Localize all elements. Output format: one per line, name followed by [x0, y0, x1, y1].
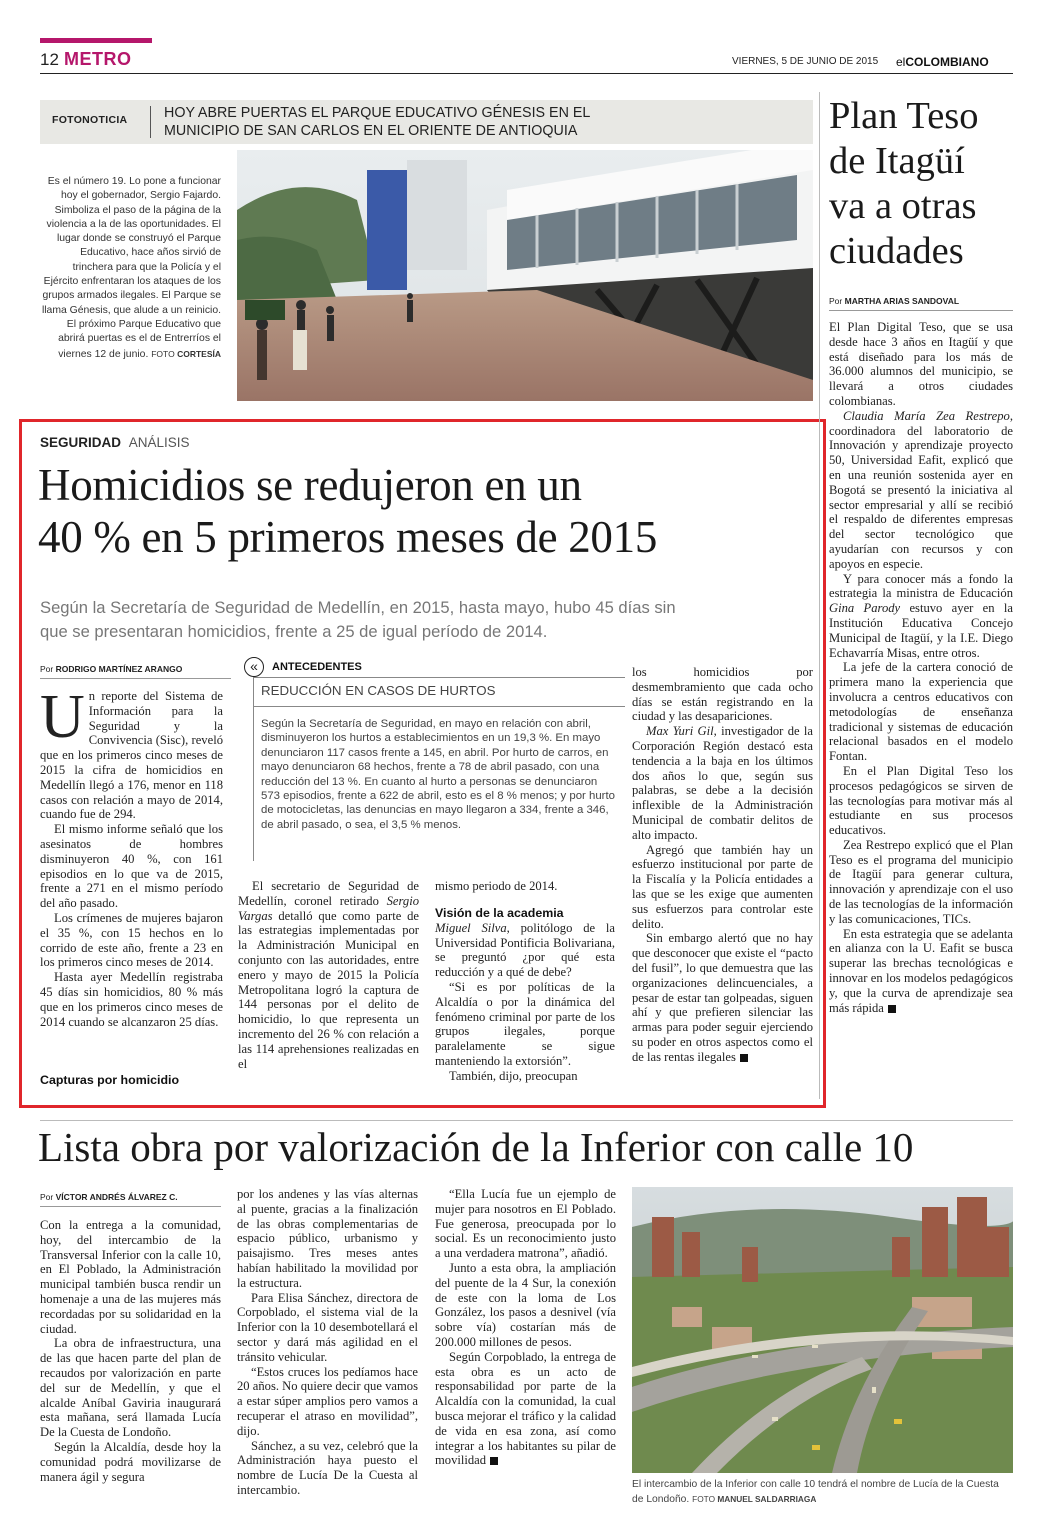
header-accent-bar: [40, 38, 152, 43]
main-col-4: [632, 665, 813, 1065]
bottom-col3-p1: “Ella Lucía fue un ejemplo de mujer para nosotros en El Poblado. Fue generosa, preocupada por lo social. Es un reconocimiento justo a una verdadera matrona”, añadió.: [435, 1187, 616, 1261]
fotonoticia-credit: [151, 349, 221, 359]
antecedentes-title-rule: [253, 706, 625, 707]
main-headline-line-1: Homicidios se redujeron en un: [38, 460, 582, 510]
main-col3-p2-text: , politólogo de la Universidad Pontificia Bolivariana, se preguntó ¿por qué esta reducción y a qué de debe?: [435, 920, 615, 980]
bottom-col3-p2: Junto a esta obra, la ampliación del puente de la 4 Sur, la conexión de este con la loma de Los González, los pasos a desnivel (vía sobre vía) costarían más de 200.000 millones de pesos.: [435, 1260, 616, 1349]
byline-name: VÍCTOR ANDRÉS ÁLVAREZ C.: [55, 1192, 178, 1202]
sidebar-p3-a: Y para conocer más a fondo la estrategia la ministra de Educación: [829, 571, 1013, 601]
bottom-col1-p1: Con la entrega a la comunidad, hoy, del intercambio de la Transversal Inferior con la calle 10, en El Poblado, la Administración municipal también busca rendir un homenaje a una de las mujeres más recordadas por su solidaridad en la ciudad.: [40, 1218, 221, 1336]
sidebar-headline-line-3: va a otras: [829, 185, 977, 227]
brand-prefix: el: [896, 55, 906, 69]
main-col4-p4-text: Sin embargo alertó que no hay que desconocer que existe el “pacto del fusil”, lo que demuestra que las organizaciones delincuenciales, a pesar de estar tan golpeadas, siguen ahí y que prefieren silenciar las armas para poder seguir ejerciendo su poder en otros aspectos como el de las rentas ilegales: [632, 931, 813, 1064]
parque-genesis-illustration: [237, 150, 813, 401]
byline-prefix: Por: [40, 1192, 54, 1202]
bottom-col2-p2: Para Elisa Sánchez, directora de Corpoblado, el sistema vial de la Inferior con la 10 desembotellará el sector y dará más agilidad en el tránsito vehicular.: [237, 1290, 418, 1364]
sidebar-byline: [829, 296, 959, 306]
byline-prefix: Por: [40, 664, 54, 674]
antecedentes-rule: [253, 677, 625, 678]
sidebar-divider: [819, 92, 820, 1099]
fotonoticia-label: FOTONOTICIA: [52, 114, 128, 126]
main-col-3: [435, 879, 615, 1084]
main-col3-p2-name: Miguel Silva: [435, 920, 507, 935]
main-col1-p1-text: n reporte del Sistema de Información para la Seguridad y la Convivencia (Sisc), reveló que en los primeros cinco meses de 2015 la cifra de homicidios en Medellín llegó a 176, menor en 118 casos con relación a mayo de 2014, cuando fue de 294.: [40, 689, 223, 822]
bottom-headline: Lista obra por valorización de la Inferior con calle 10: [38, 1124, 914, 1170]
parque-genesis-photo: [237, 150, 813, 401]
main-col2-p1-name: Sergio Vargas: [238, 893, 419, 923]
main-col1-p1: [40, 683, 223, 822]
sidebar-p2: [829, 409, 1013, 572]
main-byline-rule: [40, 678, 231, 679]
header-rule: [40, 73, 1013, 74]
byline-name: RODRIGO MARTÍNEZ ARANGO: [55, 664, 183, 674]
bottom-col-2: [237, 1187, 418, 1498]
sidebar-headline-line-4: ciudades: [829, 230, 964, 272]
main-headline: [38, 459, 657, 563]
antecedentes-icon: «: [244, 657, 264, 677]
fotonoticia-headline-line-2: MUNICIPIO DE SAN CARLOS EN EL ORIENTE DE ANTIOQUIA: [164, 123, 578, 139]
bottom-col2-p3: “Estos cruces los pedíamos hace 20 años. No quiere decir que vamos a estar súper amplios pero vamos a recuperar el atraso en movilidad”, dijo.: [237, 1364, 418, 1438]
sidebar-p7: [829, 927, 1013, 1016]
main-col-2: [238, 879, 419, 1071]
sidebar-headline-line-2: de Itagüí: [829, 140, 965, 182]
main-byline: [40, 664, 182, 674]
antecedentes-label: ANTECEDENTES: [272, 661, 362, 673]
sidebar-p2-text: , coordinadora del laboratorio de Innovación y aprendizaje proyecto 50, Universidad Eafit, explicó que en una reunión sostenida ayer en Bogotá se presentó la iniciativa al sector empresarial y allí se recibió el respaldo de diferentes empresas del sector tecnológico que ayudarían con recursos y con apoyos en especie.: [829, 408, 1013, 571]
main-deck-line-1: Según la Secretaría de Seguridad de Medellín, en 2015, hasta mayo, hubo 45 días sin: [40, 598, 676, 617]
bottom-col-3: [435, 1187, 616, 1468]
intercambio-illustration: [632, 1187, 1013, 1473]
kicker-section: SEGURIDAD: [40, 435, 122, 450]
sidebar-p3: [829, 572, 1013, 661]
main-col2-p1-b: detalló que como parte de las estrategias implementadas por la Administración Municipal en conjunto con las autoridades, entre enero y mayo de 2015 la Policía Metropolitana logró la captura de 144 personas por el delito de homicidio, lo que representa un incremento del 26 % con relación a las 114 aprehensiones realizadas en el: [238, 908, 419, 1071]
antecedentes-title: REDUCCIÓN EN CASOS DE HURTOS: [261, 683, 496, 698]
main-col2-p1: [238, 879, 419, 1071]
end-mark-icon: [740, 1054, 748, 1062]
credit-name: CORTESÍA: [177, 348, 221, 359]
antecedentes-border: [253, 677, 254, 861]
sidebar-p6: Zea Restrepo explicó que el Plan Teso es el programa del municipio de Itagüí para generar cultura, innovación y aprendizaje con el uso de las tecnologías de la información y las comunicaciones, TICs.: [829, 837, 1013, 926]
intercambio-caption-text: El intercambio de la Inferior con calle 10 tendrá el nombre de Lucía de la Cuesta de Londoño.: [632, 1479, 999, 1505]
main-kicker: [40, 435, 190, 450]
main-headline-line-2: 40 % en 5 primeros meses de 2015: [38, 512, 658, 562]
main-col4-p4: [632, 931, 813, 1064]
bottom-byline-rule: [40, 1206, 221, 1207]
bottom-col3-p3-text: Según Corpoblado, la entrega de esta obra es un acto de responsabilidad por parte de la Alcaldía con la comunidad, la cual busca mejorar el tráfico y la calidad de vida en esa zona, así como integrar a los habitantes su pilar de movilidad: [435, 1349, 616, 1468]
sidebar-p2-name: Claudia María Zea Restrepo: [843, 408, 1010, 423]
sidebar-p7-text: En esta estrategia que se adelanta en alianza con la U. Eafit se busca superar las brechas tecnológicas e innovar en los modelos pedagógicos y, que la curva de aprendizaje sea más rápida: [829, 926, 1013, 1015]
main-col4-p2-name: Max Yuri Gil: [646, 724, 714, 739]
main-col2-p1-a: El secretario de Seguridad de Medellín, coronel retirado: [238, 879, 419, 908]
bottom-byline: [40, 1192, 178, 1202]
main-col3-p4: También, dijo, preocupan: [449, 1068, 578, 1083]
main-col1-p3: Los crímenes de mujeres bajaron el 35 %, con 15 hechos en lo corrido de este año, frente a 23 en los primeros cinco meses de 2014.: [40, 910, 223, 970]
main-col1-p4: Hasta ayer Medellín registraba 45 días sin homicidios, 80 % más que en los primeros cinco meses de 2014 cuando se alcanzaron 25 días.: [40, 970, 223, 1029]
main-col3-p3: “Si es por políticas de la Alcaldía o por la dinámica del fenómeno criminal por parte de los grupos ilegales, porque paralelamente se sigue manteniendo la extorsión”.: [435, 979, 615, 1068]
credit-prefix: FOTO: [692, 1494, 716, 1504]
sidebar-byline-rule: [829, 310, 1013, 311]
main-deck-line-2: que se presentaran homicidios, frente a 25 de igual período de 2014.: [40, 622, 548, 641]
main-col4-p2-text: , investigador de la Corporación Región destacó esta tendencia a la baja en los últimos dos años lo que, según sus palabras, se debe a la decisión inflexible de la Administración Municipal de combatir delitos de alto impacto.: [632, 724, 813, 842]
fotonoticia-headline-line-1: HOY ABRE PUERTAS EL PARQUE EDUCATIVO GÉNESIS EN EL: [164, 105, 591, 121]
main-col4-p3: Agregó que también hay un esfuerzo institucional por parte de la Fiscalía y la Policía entidades a las que se les exige que aumenten sus esfuerzos para controlar este delito.: [632, 842, 813, 931]
bottom-section-rule: [40, 1120, 1013, 1121]
bottom-col1-p3: Según la Alcaldía, desde hoy la comunidad podrá movilizarse de manera ágil y segura: [40, 1439, 221, 1484]
main-deck: [40, 596, 676, 644]
bottom-col2-p1: por los andenes y las vías alternas al puente, gracias a la finalización de las obras complementarias de espacio público, urbanismo y paisajismo. Tres meses antes habían habilitado la movilidad por la estructura.: [237, 1187, 418, 1290]
bottom-col2-p4: Sánchez, a su vez, celebró que la Administración haya puesto el nombre de Lucía De la Cuesta al intercambio.: [237, 1438, 418, 1497]
brand-name: COLOMBIANO: [905, 55, 989, 69]
main-col3-p2: [435, 921, 615, 980]
main-col1-subhead: Capturas por homicidio: [40, 1073, 180, 1087]
dropcap: U: [40, 683, 85, 751]
sidebar-headline: [829, 94, 979, 274]
intercambio-photo: [632, 1187, 1013, 1473]
sidebar-p5: En el Plan Digital Teso los procesos pedagógicos se sirven de las tecnologías para motivar más al estudiante en sus procesos educativos.: [829, 763, 1013, 838]
main-col-1: [40, 683, 223, 1029]
fotonoticia-divider: [150, 106, 151, 138]
kicker-type: ANÁLISIS: [128, 435, 190, 450]
credit-prefix: FOTO: [151, 348, 175, 359]
header-date: VIERNES, 5 DE JUNIO DE 2015: [732, 56, 879, 67]
sidebar-body: [829, 320, 1013, 1015]
intercambio-credit: [692, 1494, 816, 1504]
section-name: METRO: [64, 49, 132, 69]
brand-logo: [896, 55, 989, 69]
sidebar-p3-name: Gina Parody: [829, 601, 901, 616]
sidebar-headline-line-1: Plan Teso: [829, 95, 979, 137]
bottom-col1-p2: La obra de infraestructura, una de las que hacen parte del plan de recaudos por valorización en parte del sur de Medellín, y que el alcalde Aníbal Gaviria inaugurará esta mañana, será llamada Lucía De la Cuesta de Londoño.: [40, 1336, 221, 1440]
credit-name: MANUEL SALDARRIAGA: [717, 1494, 817, 1504]
fotonoticia-caption-text: Es el número 19. Lo pone a funcionar hoy el gobernador, Sergio Fajardo. Simboliza el paso de la página de la violencia a la de las oportunidades. El lugar donde se construyó el Parque Educativo, hace años sirvió de trinchera para que la Policía y el Ejército enfrentaran los ataques de los grupos armados ilegales. El Parque se llama Génesis, que alude a un reinicio. El próximo Parque Educativo que abrirá puertas es el de Entrerríos el viernes 12 de junio.: [41, 176, 221, 360]
byline-prefix: Por: [829, 296, 843, 306]
sidebar-p4: La jefe de la cartera conoció de primera mano la experiencia que involucra a centros educativos con metodologías de enseñanza tradicional y sistemas de educación relacional basados en el modelo Fontan.: [829, 660, 1013, 764]
fotonoticia-caption: [40, 175, 221, 362]
byline-name: MARTHA ARIAS SANDOVAL: [844, 296, 960, 306]
main-col4-p2: [632, 724, 813, 842]
main-col1-p2: El mismo informe señaló que los asesinatos de hombres disminuyeron 40 %, con 161 episodios en lo que va de 2015, frente a 271 en el mismo período del año pasado.: [40, 822, 223, 911]
fotonoticia-headline: [164, 104, 590, 140]
main-col3-subhead: Visión de la academia: [435, 905, 564, 920]
page-number: 12: [40, 50, 59, 69]
sidebar-p1: El Plan Digital Teso, que se usa desde hace 3 años en Itagüí y que está diseñado para los más de 36.000 alumnos del municipio, se llevará a otros ciudades colombianas.: [829, 320, 1013, 408]
bottom-col3-p3: [435, 1350, 616, 1468]
sidebar-p3-b: estuvo ayer en la Institución Educativa Concejo Municipal de Itagüí, y la I.E. Diego Echavarría Misas, entre otros.: [829, 601, 1013, 660]
end-mark-icon: [888, 1005, 896, 1013]
intercambio-caption: [632, 1478, 1013, 1507]
end-mark-icon: [490, 1457, 498, 1465]
bottom-col-1: [40, 1218, 221, 1484]
main-col3-p1: mismo periodo de 2014.: [435, 879, 558, 893]
antecedentes-text: Según la Secretaría de Seguridad, en mayo en relación con abril, disminuyeron los hurtos a establecimientos en un 19,3 %. En mayo denunciaron 117 casos frente a 145, en abril. Por hurto de carros, en mayo denunciaron 68 hechos, frente a 78 de abril pasado, con una reducción del 13 %. En cuanto al hurto a personas se denunciaron 573 episodios, frente a 622 de abril, esto es el 8 % menos; y por hurto de motocicletas, las denuncias en mayo llegaron a 334, frente a 346, de abril pasado, o sea, el 3,5 % menos.: [261, 718, 615, 831]
main-col4-p1: los homicidios por desmembramiento que cada ocho días se están registrando en la ciudad y las desapariciones.: [632, 665, 813, 724]
